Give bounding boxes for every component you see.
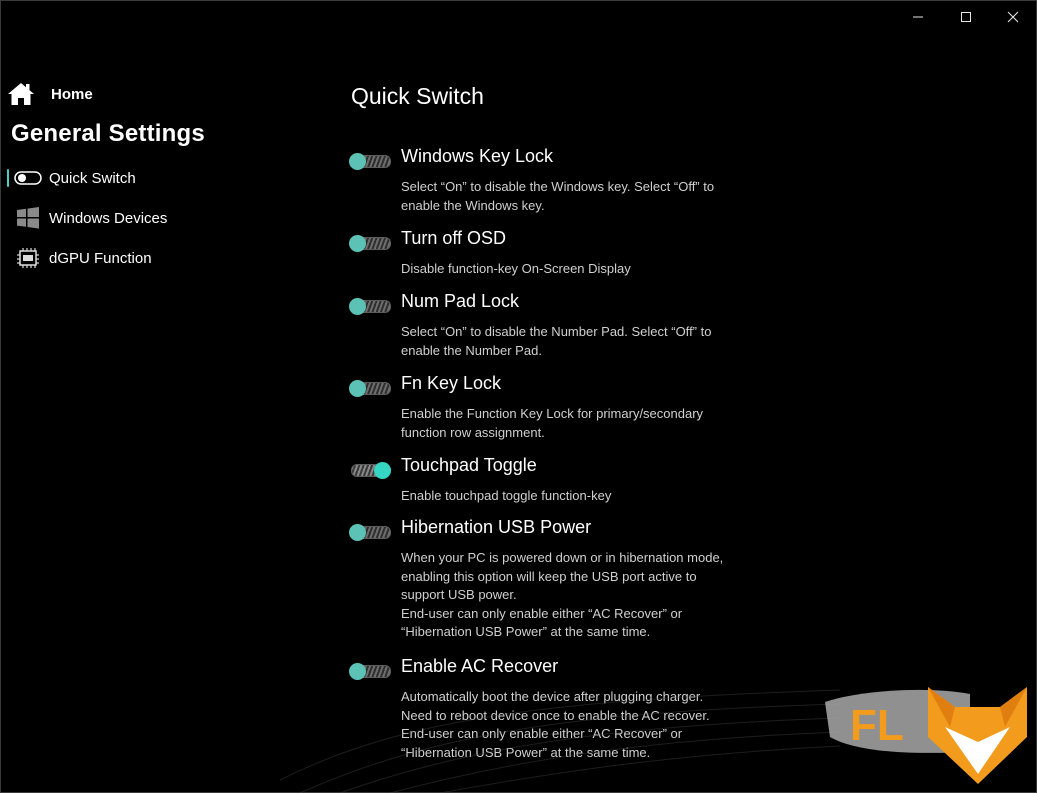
turn-off-osd-toggle[interactable]	[351, 237, 391, 250]
sidebar-item-dgpu-function[interactable]	[7, 244, 297, 272]
setting-description: Enable the Function Key Lock for primary/secondary function row assignment.	[401, 406, 704, 440]
minimize-button[interactable]	[895, 0, 941, 34]
sidebar-section-title: General Settings	[11, 120, 205, 147]
sidebar-item-label: Windows Devices	[49, 209, 168, 227]
setting-description: Disable function-key On-Screen Display	[401, 261, 631, 276]
setting-description: Select “On” to disable the Windows key. Select “Off” to enable the Windows key.	[401, 179, 715, 213]
setting-title: Enable AC Recover	[401, 656, 559, 676]
sidebar-item-label: Quick Switch	[49, 169, 136, 187]
minimize-icon	[912, 11, 924, 23]
nav-home[interactable]	[7, 80, 93, 108]
setting-description: Automatically boot the device after plugging charger. Need to reboot device once to enable the AC recover. End-user can only enable either “AC Recover” or “Hibernation USB Power” at the same time.	[401, 689, 710, 760]
home-icon	[7, 81, 35, 107]
home-label: Home	[51, 85, 93, 103]
windows-key-lock-toggle[interactable]	[351, 155, 391, 168]
touchpad-toggle-switch[interactable]	[351, 464, 391, 477]
num-pad-lock-toggle[interactable]	[351, 300, 391, 313]
toggle-switch-icon	[13, 171, 43, 185]
setting-title: Windows Key Lock	[401, 146, 554, 166]
gpu-chip-icon	[13, 247, 43, 269]
setting-description: Enable touchpad toggle function-key	[401, 488, 612, 503]
setting-title: Fn Key Lock	[401, 373, 502, 393]
setting-title: Turn off OSD	[401, 228, 507, 248]
close-button[interactable]	[990, 0, 1036, 34]
setting-title: Touchpad Toggle	[401, 455, 537, 475]
close-icon	[1007, 11, 1019, 23]
maximize-icon	[960, 11, 972, 23]
page-title: Quick Switch	[351, 83, 484, 109]
sidebar-item-quick-switch[interactable]	[7, 164, 297, 192]
sidebar-item-label: dGPU Function	[49, 249, 152, 267]
background-swirl	[280, 660, 840, 793]
setting-description: Select “On” to disable the Number Pad. Select “Off” to enable the Number Pad.	[401, 324, 712, 358]
fn-key-lock-toggle[interactable]	[351, 382, 391, 395]
setting-description: When your PC is powered down or in hibernation mode, enabling this option will keep the USB port active to support USB power. End-user can only enable either “AC Recover” or “Hibernation USB Power” at the same time.	[401, 550, 724, 639]
setting-title: Hibernation USB Power	[401, 517, 592, 537]
windows-logo-icon	[13, 207, 43, 229]
sidebar-item-windows-devices[interactable]	[7, 204, 297, 232]
watermark-text: FL	[850, 701, 904, 750]
hibernation-usb-power-toggle[interactable]	[351, 526, 391, 539]
maximize-button[interactable]	[943, 0, 989, 34]
fl-fox-logo	[820, 682, 1030, 787]
setting-title: Num Pad Lock	[401, 291, 520, 311]
